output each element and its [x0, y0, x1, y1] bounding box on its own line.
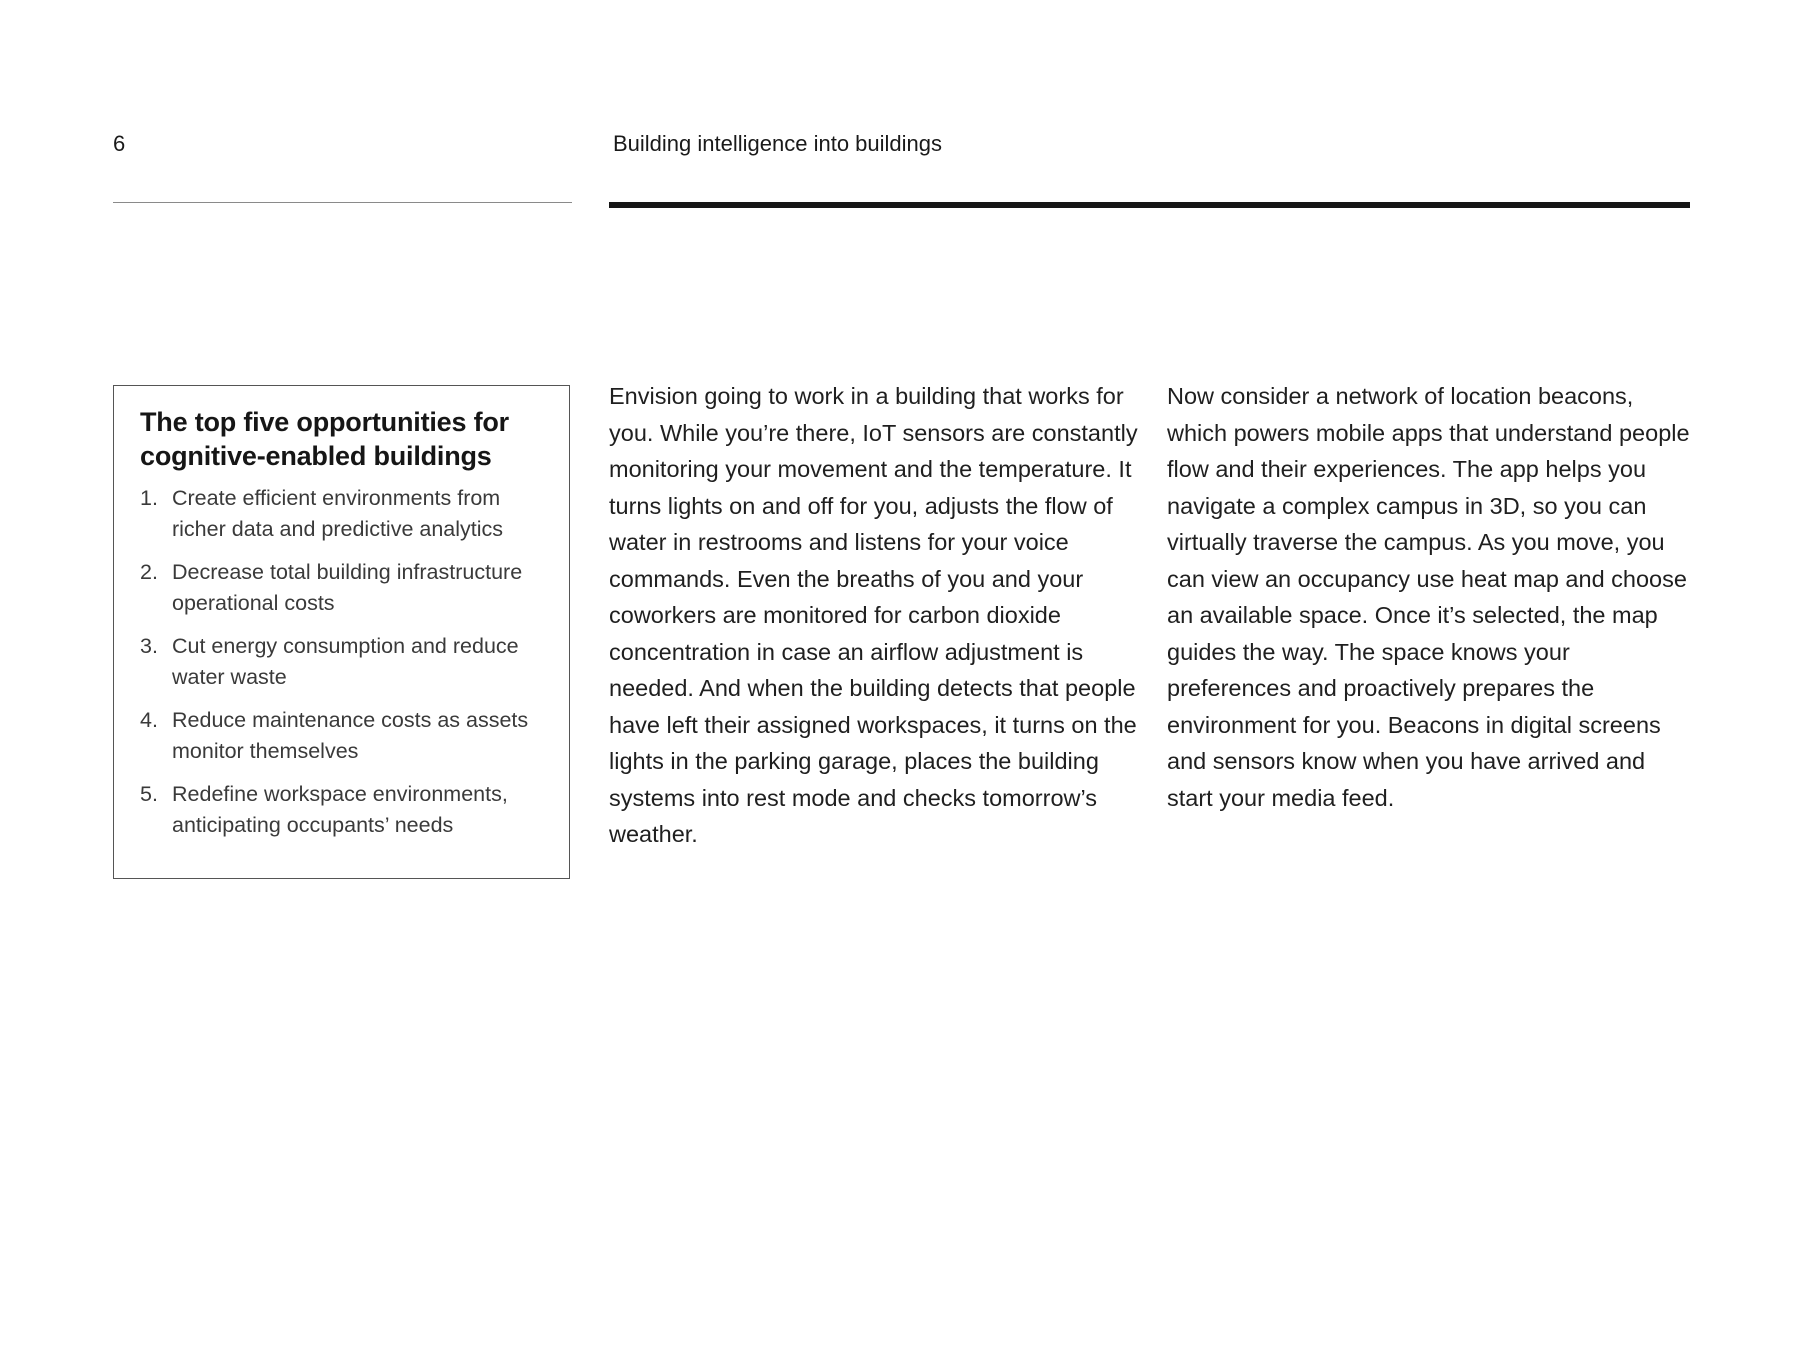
- header-rule-right: [609, 202, 1690, 208]
- list-item: [140, 779, 547, 841]
- body-paragraph-2: Now consider a network of location beacons, which powers mobile apps that understand people flow and their experiences. The app helps you navigate a complex campus in 3D, so you can virtually traverse the campus. As you move, you can view an occupancy use heat map and choose an available space. Once it’s selected, the map guides the way. The space knows your preferences and proactively prepares the environment for you. Beacons in digital screens and sensors know when you have arrived and start your media feed.: [1167, 383, 1690, 811]
- sidebar-box: [113, 385, 570, 879]
- list-item-text: Decrease total building infrastructure operational costs: [172, 560, 523, 615]
- list-item-number: 5.: [140, 782, 158, 806]
- sidebar-title: The top five opportunities for cognitive-enabled buildings: [140, 407, 509, 471]
- body-paragraph-1: Envision going to work in a building that works for you. While you’re there, IoT sensors are constantly monitoring your movement and the temperature. It turns lights on and off for you, adjusts the flow of water in restrooms and listens for your voice commands. Even the breaths of you and your coworkers are monitored for carbon dioxide concentration in case an airflow adjustment is needed. And when the building detects that people have left their assigned workspaces, it turns on the lights in the parking garage, places the building systems into rest mode and checks tomorrow’s weather.: [609, 383, 1138, 847]
- list-item-number: 2.: [140, 560, 158, 584]
- list-item-text: Create efficient environments from richer data and predictive analytics: [172, 486, 504, 541]
- list-item: [140, 557, 547, 619]
- header-rule-left: [113, 202, 572, 203]
- list-item: [140, 483, 547, 545]
- list-item-number: 3.: [140, 634, 158, 658]
- list-item-text: Redefine workspace environments, anticipating occupants’ needs: [172, 782, 508, 837]
- list-item-number: 1.: [140, 486, 158, 510]
- running-title: Building intelligence into buildings: [613, 131, 943, 156]
- list-item-number: 4.: [140, 708, 158, 732]
- list-item-text: Cut energy consumption and reduce water waste: [172, 634, 519, 689]
- page-number: 6: [113, 131, 126, 156]
- list-item-text: Reduce maintenance costs as assets monitor themselves: [172, 708, 529, 763]
- list-item: [140, 705, 547, 767]
- list-item: [140, 631, 547, 693]
- opportunities-list: [140, 483, 547, 841]
